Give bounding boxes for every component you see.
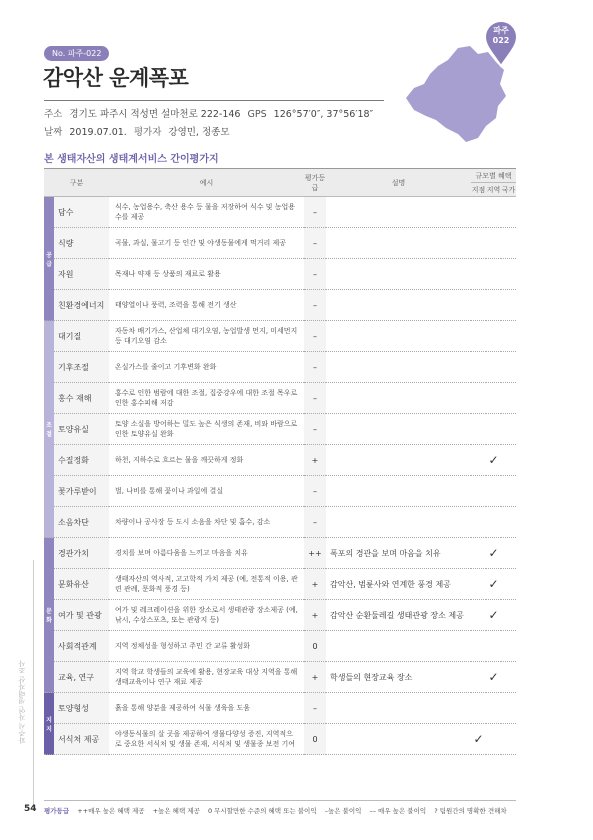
- benefit-regional: [486, 321, 501, 352]
- category-group-label: 공급: [46, 251, 52, 268]
- benefit-local: [471, 197, 486, 228]
- benefit-national: [501, 197, 516, 228]
- address-value: 경기도 파주시 적성면 설마천로 222-146: [69, 109, 241, 120]
- legend-item: –– 매우 높은 불이익: [369, 807, 427, 815]
- benefit-regional: ✓: [486, 600, 501, 631]
- service-grade: 0: [304, 631, 326, 662]
- service-example: 여가 및 레크레이션을 위한 장소로서 생태관광 장소제공 (예, 낚시, 수상스포츠, 또는 관광지 등): [109, 600, 304, 631]
- address-line: [44, 106, 377, 120]
- benefit-national: [501, 631, 516, 662]
- service-grade: –: [304, 693, 326, 724]
- service-name: 대기질: [54, 321, 109, 352]
- service-name: 토양형성: [54, 693, 109, 724]
- service-name: 교육, 연구: [54, 662, 109, 693]
- header-regional: 지역: [486, 183, 501, 197]
- benefit-regional: ✓: [486, 538, 501, 569]
- category-group-cell: [44, 197, 54, 321]
- service-description: 폭포의 경관을 보며 마음을 치유: [326, 538, 471, 569]
- service-example: 토양 소실을 방어하는 밀도 높은 식생의 존재, 비와 바람으로 인한 토양유실 완화: [109, 414, 304, 445]
- service-description: [326, 476, 471, 507]
- service-example: 지역 정체성을 형성하고 주민 간 교류 활성화: [109, 631, 304, 662]
- ecosystem-service-table: [44, 168, 516, 755]
- benefit-regional: ✓: [486, 569, 501, 600]
- service-description: [326, 693, 471, 724]
- service-grade: –: [304, 259, 326, 290]
- page-number: 54: [24, 804, 37, 814]
- benefit-local: [471, 538, 486, 569]
- service-example: 야생동식물의 살 곳을 제공하여 생물다양성 증진, 지역적으로 중요한 서식처 및 생물 존재, 서식처 및 생물종 보전 기여: [109, 724, 304, 755]
- benefit-regional: [486, 414, 501, 445]
- evaluator-value: 강영민, 정종모: [168, 127, 230, 138]
- service-example: 목재나 약재 등 상품의 재료로 활용: [109, 259, 304, 290]
- site-number-badge: No. 파주-022: [44, 46, 109, 61]
- service-name: 사회적관계: [54, 631, 109, 662]
- benefit-regional: ✓: [486, 445, 501, 476]
- table-row: [44, 476, 516, 507]
- table-row: [44, 414, 516, 445]
- service-grade: –: [304, 228, 326, 259]
- table-row: [44, 259, 516, 290]
- table-row: [44, 693, 516, 724]
- benefit-regional: [486, 259, 501, 290]
- benefit-local: [471, 600, 486, 631]
- table-row: [44, 569, 516, 600]
- benefit-national: [501, 724, 516, 755]
- grade-legend: [44, 806, 513, 815]
- benefit-local: ✓: [471, 724, 486, 755]
- service-name: 친환경에너지: [54, 290, 109, 321]
- benefit-national: [501, 507, 516, 538]
- benefit-national: [501, 321, 516, 352]
- header-local: 지점: [471, 183, 486, 197]
- service-description: 학생들의 현장교육 장소: [326, 662, 471, 693]
- service-example: 벌, 나비를 통해 꽃이나 과일에 결실: [109, 476, 304, 507]
- service-grade: +: [304, 600, 326, 631]
- benefit-national: [501, 538, 516, 569]
- legend-item: ++매우 높은 혜택 제공: [77, 807, 145, 815]
- category-group-label: 문화: [46, 608, 52, 624]
- table-row: [44, 352, 516, 383]
- service-grade: +: [304, 662, 326, 693]
- table-row: [44, 321, 516, 352]
- benefit-local: [471, 228, 486, 259]
- service-description: [326, 507, 471, 538]
- benefit-regional: [486, 507, 501, 538]
- service-description: [326, 321, 471, 352]
- service-description: [326, 259, 471, 290]
- benefit-national: [501, 600, 516, 631]
- service-description: [326, 383, 471, 414]
- benefit-regional: [486, 383, 501, 414]
- service-description: [326, 724, 471, 755]
- service-example: 태양열이나 풍력, 조력을 통해 전기 생산: [109, 290, 304, 321]
- service-name: 소음차단: [54, 507, 109, 538]
- table-row: [44, 507, 516, 538]
- category-group-cell: [44, 321, 54, 538]
- benefit-local: [471, 569, 486, 600]
- benefit-regional: [486, 290, 501, 321]
- service-example: 지역 학교 학생들의 교육에 활용, 현장교육 대상 지역을 통해 생태교육이나 연구 재료 제공: [109, 662, 304, 693]
- table-row: [44, 383, 516, 414]
- service-grade: –: [304, 290, 326, 321]
- service-name: 문화유산: [54, 569, 109, 600]
- benefit-local: [471, 321, 486, 352]
- date-value: 2019.07.01.: [69, 127, 127, 138]
- side-divider: [33, 560, 34, 810]
- service-description: [326, 228, 471, 259]
- benefit-local: [471, 693, 486, 724]
- benefit-regional: [486, 631, 501, 662]
- service-example: 차량이나 공사장 등 도시 소음을 차단 및 흡수, 감소: [109, 507, 304, 538]
- table-row: [44, 662, 516, 693]
- map-badge-number: 022: [492, 36, 510, 45]
- benefit-local: [471, 507, 486, 538]
- benefit-national: [501, 662, 516, 693]
- benefit-local: [471, 352, 486, 383]
- table-row: [44, 631, 516, 662]
- title-divider: [44, 100, 384, 101]
- benefit-national: [501, 228, 516, 259]
- header-grade: 평가등급: [304, 169, 326, 197]
- header-example: 예시: [109, 169, 304, 197]
- table-header-row: [44, 169, 516, 183]
- table-body: [44, 197, 516, 755]
- service-description: [326, 631, 471, 662]
- legend-item: ? 팀원간의 명확한 견해차: [434, 807, 507, 815]
- benefit-national: [501, 693, 516, 724]
- service-grade: –: [304, 414, 326, 445]
- gps-value: 126°57′0″, 37°56′18″: [273, 109, 374, 120]
- benefit-local: [471, 445, 486, 476]
- category-group-cell: [44, 538, 54, 693]
- benefit-regional: [486, 352, 501, 383]
- benefit-local: [471, 383, 486, 414]
- service-name: 토양유실: [54, 414, 109, 445]
- benefit-national: [501, 414, 516, 445]
- benefit-local: [471, 290, 486, 321]
- benefit-national: [501, 569, 516, 600]
- service-name: 홍수 재해: [54, 383, 109, 414]
- legend-item: +높은 혜택 제공: [152, 807, 200, 815]
- service-description: 감악산, 범륜사와 연계한 풍경 제공: [326, 569, 471, 600]
- service-name: 기후조절: [54, 352, 109, 383]
- benefit-regional: [486, 228, 501, 259]
- table-row: [44, 600, 516, 631]
- service-grade: +: [304, 569, 326, 600]
- header-category: 구분: [44, 169, 109, 197]
- service-description: [326, 290, 471, 321]
- service-grade: –: [304, 197, 326, 228]
- service-grade: +: [304, 445, 326, 476]
- service-name: 경관가치: [54, 538, 109, 569]
- service-name: 서식처 제공: [54, 724, 109, 755]
- service-name: 수질정화: [54, 445, 109, 476]
- address-label: 주소: [44, 109, 63, 120]
- service-grade: –: [304, 507, 326, 538]
- date-label: 날짜: [44, 127, 63, 138]
- service-description: [326, 197, 471, 228]
- table-row: [44, 445, 516, 476]
- legend-item: 0 무시할만한 수준의 혜택 또는 불이익: [207, 807, 317, 815]
- header-national: 국가: [501, 183, 516, 197]
- table-row: [44, 290, 516, 321]
- benefit-national: [501, 290, 516, 321]
- evaluator-label: 평가자: [133, 127, 162, 138]
- benefit-local: [471, 414, 486, 445]
- benefit-national: [501, 476, 516, 507]
- category-group-label: 지지: [46, 716, 52, 733]
- service-example: 흙을 통해 양분을 제공하여 식물 생육을 도움: [109, 693, 304, 724]
- date-line: [44, 124, 234, 138]
- map-badge-city: 파주: [493, 26, 509, 35]
- benefit-local: [471, 631, 486, 662]
- benefit-regional: [486, 476, 501, 507]
- service-name: 담수: [54, 197, 109, 228]
- service-example: 식수, 농업용수, 축산 용수 등 물을 저장하여 식수 및 농업용수를 제공: [109, 197, 304, 228]
- benefit-regional: [486, 724, 501, 755]
- category-group-cell: [44, 693, 54, 755]
- page-title: 감악산 운계폭포: [43, 66, 189, 90]
- benefit-national: [501, 259, 516, 290]
- service-description: 감악산 순환둘레길 생태관광 장소 제공: [326, 600, 471, 631]
- service-example: 자동차 배기가스, 산업체 대기오염, 농업발생 먼지, 미세먼지 등 대기오염 감소: [109, 321, 304, 352]
- benefit-local: [471, 662, 486, 693]
- service-grade: ++: [304, 538, 326, 569]
- benefit-regional: [486, 197, 501, 228]
- benefit-local: [471, 259, 486, 290]
- service-grade: –: [304, 383, 326, 414]
- footer-divider: [44, 800, 516, 801]
- service-example: 곡물, 과실, 물고기 등 인간 및 야생동물에게 먹거리 제공: [109, 228, 304, 259]
- side-running-title: 파주시 자연 생태자산 조사: [18, 660, 26, 744]
- table-row: [44, 228, 516, 259]
- benefit-regional: [486, 693, 501, 724]
- service-example: 하천, 지하수로 흐르는 물을 깨끗하게 정화: [109, 445, 304, 476]
- service-grade: –: [304, 352, 326, 383]
- service-grade: 0: [304, 724, 326, 755]
- service-name: 식량: [54, 228, 109, 259]
- service-grade: –: [304, 476, 326, 507]
- header-description: 설명: [326, 169, 471, 197]
- gps-label: GPS: [247, 109, 267, 120]
- header-scale: 규모별 혜택: [471, 169, 516, 183]
- table-row: [44, 724, 516, 755]
- service-description: [326, 352, 471, 383]
- section-title: 본 생태자산의 생태계서비스 간이평가지: [44, 154, 219, 165]
- benefit-regional: ✓: [486, 662, 501, 693]
- service-name: 자원: [54, 259, 109, 290]
- legend-item: –높은 불이익: [324, 807, 362, 815]
- service-name: 여가 및 관광: [54, 600, 109, 631]
- service-grade: –: [304, 321, 326, 352]
- benefit-national: [501, 445, 516, 476]
- table-row: [44, 538, 516, 569]
- service-name: 꽃가루받이: [54, 476, 109, 507]
- grade-legend-label: 평가등급: [44, 807, 70, 815]
- service-example: 홍수로 인한 범람에 대한 조절, 집중강우에 대한 조절 목우로 인한 홍수피해 저감: [109, 383, 304, 414]
- service-description: [326, 414, 471, 445]
- benefit-national: [501, 383, 516, 414]
- map-badge-label: [483, 26, 519, 46]
- benefit-national: [501, 352, 516, 383]
- service-example: 경치를 보며 아름다움을 느끼고 마음을 치유: [109, 538, 304, 569]
- service-description: [326, 445, 471, 476]
- category-group-label: 조절: [46, 422, 52, 438]
- service-example: 생태자산의 역사적, 고고학적 가치 제공 (예, 전통적 이용, 관련 관례, 문화적 풍경 등): [109, 569, 304, 600]
- benefit-local: [471, 476, 486, 507]
- service-example: 온실가스를 줄이고 기후변화 완화: [109, 352, 304, 383]
- table-row: [44, 197, 516, 228]
